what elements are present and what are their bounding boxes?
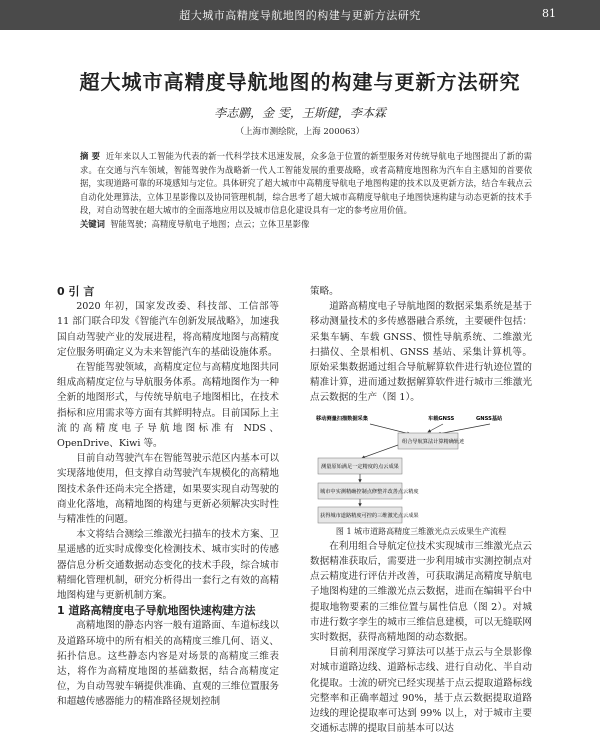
paragraph: 高精地图的静态内容一般有道路面、车道标线以及道路环境中的所有相关的高精度三维几何、语义、拓扑信息。这些静态内容是对场景的高精度三维表达，将作为高精度地图的基础数据，结合高精度定位，为自动驾驶车辆提供准确、直观的三维位置服务和超越传感器能力的精准路径规划控制 bbox=[57, 620, 279, 708]
flow-node-raw-cloud: 测量原始满足一定精度的点云成果 bbox=[321, 463, 399, 470]
running-header bbox=[0, 0, 600, 30]
paragraph: 在智能驾驶领域，高精度定位与高精度地图共同组成高精度定位与导航服务体系。高精地图作为一种全新的地图形式，与传统导航电子地图相比，在技术指标和应用需求等方面有其鲜明特点。目前国际上主流的高精度电子导航地图标准有 NDS、OpenDrive、Kiwi 等。 bbox=[57, 362, 279, 450]
figure-1-flowchart bbox=[310, 412, 532, 524]
keywords-text: 智能驾驶；高精度导航电子地图；点云；立体卫星影像 bbox=[110, 218, 310, 229]
page-number: 81 bbox=[542, 7, 556, 20]
flow-arrow bbox=[370, 424, 410, 434]
article-affiliation: （上海市测绘院，上海 200063） bbox=[235, 127, 365, 137]
paragraph: 道路高精度电子导航地图的数据采集系统是基于移动测量技术的多传感器融合系统，主要硬件包括：采集车辆、车载 GNSS、惯性导航系统、二维激光扫描仪、全景相机、GNSS 基站、采集计算机等。原始采集数据通过组合导航解算软件进行轨迹位置的精准计算，进而通过数据解算软件进行城市三维激光点云数据的生产（图 1）。 bbox=[310, 301, 532, 404]
paragraph: 在利用组合导航定位技术实现城市三维激光点云数据精准获取后，需要进一步利用城市实测控制点对点云精度进行评估并改善，可获取满足高精度导航电子地图构建的三维激光点云数据，进而在编辑平台中提取地物要素的三维位置与属性信息（图 2）。对城市进行数字孪生的城市三维信息建模，可以无缝联网实时数据，获得高精地图的动态数据。 bbox=[310, 540, 532, 644]
article-authors: 李志鹏，金 雯，王斯健，李本霖 bbox=[214, 106, 386, 120]
article-title: 超大城市高精度导航地图的构建与更新方法研究 bbox=[79, 70, 521, 94]
intro-heading: 0 引 言 bbox=[57, 285, 95, 298]
flow-node-combined-nav: 组合导航算法计算精确轨迹 bbox=[402, 438, 465, 445]
paragraph: 目前利用深度学习算法可以基于点云与全景影像对城市道路边线、道路标志线、进行自动化、半自动化提取。士流的研究已经实现基于点云提取道路标线完整率和正确率超过 90%，基于点云数据提取道路边线的理论提取率可达到 99% 以上，对于城市主要交通标志牌的提取目前基本可以达 bbox=[310, 647, 532, 735]
flow-arrow bbox=[362, 445, 398, 458]
abstract-label: 摘 要 bbox=[80, 151, 101, 161]
left-column bbox=[57, 284, 279, 710]
paragraph: 策略。 bbox=[310, 286, 339, 297]
figure-1-caption: 图 1 城市道路高精度三维激光点云成果生产流程 bbox=[335, 526, 507, 536]
paragraph: 目前自动驾驶汽车在智能驾驶示范区内基本可以实现落地使用，但支撑自动驾驶汽车规模化的高精地图技术条件还尚未完全搭建，如果要实现自动驾驶的商业化落地，高精地图的构建与更新必须解决实时性与精准性的问题。 bbox=[57, 453, 279, 526]
flow-arrow bbox=[428, 424, 443, 432]
keywords-label: 关键词 bbox=[80, 218, 105, 229]
paragraph: 本文将结合测绘三维激光扫描车的技术方案、卫星遥感的近实时成像变化检测技术、城市实时的传感器信息分析交通数据动态变化的技术手段，综合城市精细化管理机制，研究分析得出一套行之有效的高精地图构建与更新机制方案。 bbox=[57, 529, 279, 602]
flow-node-vehicle-gnss: 车载GNSS bbox=[428, 415, 455, 422]
running-title: 超大城市高精度导航地图的构建与更新方法研究 bbox=[179, 9, 421, 22]
flow-arrow bbox=[438, 424, 490, 434]
flow-node-final-cloud: 获得城市道路精度可控的三维激光点云成果 bbox=[320, 512, 419, 519]
section-1-heading: 1 道路高精度电子导航地图快速构建方法 bbox=[57, 604, 256, 618]
abstract-block bbox=[80, 150, 532, 232]
flow-node-control-points: 城市中实测精确控制点修整并改善点云精度 bbox=[320, 488, 419, 495]
flow-node-gnss-base: GNSS基站 bbox=[476, 415, 503, 422]
right-column bbox=[310, 284, 532, 736]
flow-node-data-collection: 移动测量扫描数据采集 bbox=[316, 415, 368, 422]
abstract-text: 近年来以人工智能为代表的新一代科学技术迅速发展，众多急于位置的新型服务对传统导航电子地图提出了新的需求。在交通与汽车领域，智能驾驶作为战略新一代人工智能发展的重要战略，或者高精度地图称为汽车自主感知的首要依据，实现道路可靠的环境感知与定位。具体研究了超大城市中高精度导航电子地图构建的技术以及更新方法，结合车载点云自动化处理算法，立体卫星影像以及协同管理机制，综合思考了超大城市高精度导航电子地图快速构建与动态更新的技术手段，对自动驾驶在超大城市的全面落地应用以及城市信息化建设具有一定的参考应用价值。 bbox=[80, 151, 532, 216]
paragraph: 2020 年初，国家发改委、科技部、工信部等 11 部门联合印发《智能汽车创新发展战略》，加速我国自动驾驶产业的发展进程，将高精度地图与高精度定位服务明确定义为未来智能汽车的基础设施体系。 bbox=[57, 301, 279, 358]
